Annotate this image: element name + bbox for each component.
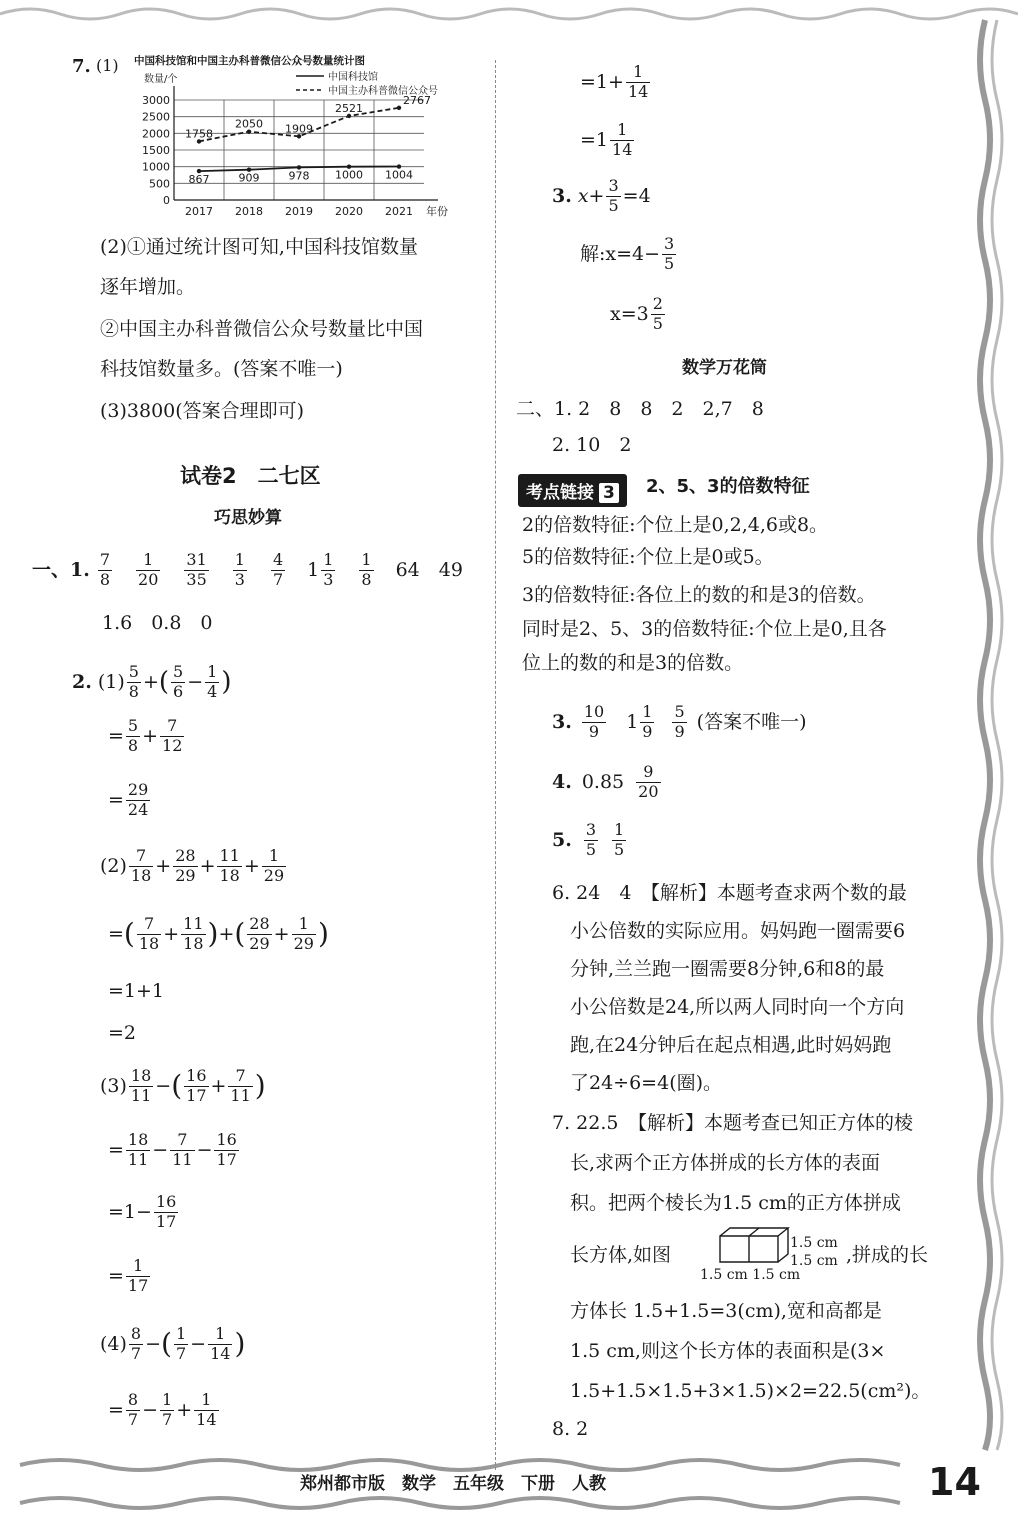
q2-3-line3: =1− $\frac{16}{17}$ (108, 1192, 177, 1231)
r7-line4a: 长方体,如图 (570, 1244, 672, 1266)
q2-2-line4: =2 (108, 1022, 137, 1044)
r7-line2: 长,求两个正方体拼成的长方体的表面 (570, 1152, 881, 1174)
q1-number: 一、1. (32, 558, 90, 581)
section-subtitle-2: 数学万花筒 (682, 358, 767, 378)
q3-answer: x=3 $\frac{2}{5}$ (610, 294, 663, 333)
section-subtitle-1: 巧思妙算 (214, 508, 282, 528)
page-number: 14 (928, 1460, 981, 1504)
knowledge-link-title: 2、5、3的倍数特征 (646, 476, 810, 497)
knowledge-link-badge: 考点链接 3 (518, 474, 627, 507)
data-label: 1000 (335, 168, 363, 182)
q7-number: 7. (72, 56, 91, 77)
r6-line3: 分钟,兰兰跑一圈需要8分钟,6和8的最 (570, 958, 885, 980)
q2-2-line3: =1+1 (108, 980, 165, 1002)
y-tick-label: 1000 (142, 160, 170, 174)
data-point (397, 106, 401, 110)
y-tick-label: 2500 (142, 110, 170, 124)
data-label: 978 (288, 169, 310, 183)
y-tick-label: 0 (163, 194, 170, 207)
q7-part2-line3: ②中国主办科普微信公众号数量比中国 (100, 318, 424, 340)
fraction: $\frac{1}{20}$ (138, 550, 159, 589)
q2-4-line2: = $\frac{8}{7}$ − $\frac{1}{7}$ + $\frac{1}{14}$ (108, 1390, 217, 1429)
q2-3-line1: (3) $\frac{18}{11}$ − ( $\frac{16}{17}$ + $\frac{7}{11}$ ) (100, 1066, 266, 1105)
q2-2-line1: (2) $\frac{7}{18}$ + $\frac{28}{29}$ + $\frac{11}{18}$ + $\frac{1}{29}$ (100, 846, 285, 885)
q2-1-line3: = $\frac{29}{24}$ (108, 780, 149, 819)
x-tick-label: 2018 (235, 205, 263, 218)
r6-line4: 小公倍数是24,所以两人同时向一个方向 (570, 996, 905, 1018)
x-axis-label: 年份 (426, 205, 448, 218)
r6-line2: 小公倍数的实际应用。妈妈跑一圈需要6 (570, 920, 906, 942)
r3-row: 3. $\frac{10}{9}$ 1 $\frac{1}{9}$ $\frac{5}{9}$ (答案不唯一) (552, 702, 807, 741)
y-tick-label: 1500 (142, 144, 170, 157)
q7-part2-line1: (2)①通过统计图可知,中国科技馆数量 (100, 236, 418, 258)
mixed-number: 1 $\frac{1}{3}$ (307, 550, 334, 589)
r7-line6: 1.5 cm,则这个长方体的表面积是(3× (570, 1340, 886, 1362)
column-divider (495, 60, 496, 1470)
r7-line3: 积。把两个棱长为1.5 cm的正方体拼成 (570, 1192, 901, 1214)
y-tick-label: 3000 (142, 94, 170, 107)
fraction: $\frac{31}{35}$ (186, 550, 207, 589)
y-tick-label: 500 (149, 177, 170, 191)
fraction: $\frac{7}{8}$ (99, 550, 111, 589)
r5-row: 5. $\frac{3}{5}$ $\frac{1}{5}$ (552, 820, 625, 859)
data-label: 1758 (185, 127, 213, 141)
kaleido-line1: 二、1. 2 8 8 2 2,7 8 (516, 398, 764, 420)
fraction: $\frac{1}{8}$ (361, 550, 372, 589)
r4-row: 4. 0.85 $\frac{9}{20}$ (552, 762, 659, 801)
q2-4-line1: (4) $\frac{8}{7}$ − ( $\frac{1}{7}$ − $\frac{1}{14}$ ) (100, 1324, 246, 1363)
q3-solution: 解:x=4− $\frac{3}{5}$ (580, 234, 675, 273)
data-label: 909 (238, 171, 260, 185)
rule-line-2: 5的倍数特征:个位上是0或5。 (522, 546, 774, 568)
cuboid-dim-right: 1.5 cm (790, 1253, 838, 1269)
footer-text: 郑州都市版 数学 五年级 下册 人教 (300, 1474, 606, 1494)
r7-line4b: ,拼成的长 (846, 1244, 929, 1266)
r7-line5: 方体长 1.5+1.5=3(cm),宽和高都是 (570, 1300, 882, 1322)
q2-1-line2: = $\frac{5}{8}$ + $\frac{7}{12}$ (108, 716, 183, 755)
rule-line-4: 同时是2、5、3的倍数特征:个位上是0,且各 (522, 618, 887, 640)
q2-3-line4: = $\frac{1}{17}$ (108, 1256, 149, 1295)
r8-line: 8. 2 (552, 1418, 589, 1440)
x-tick-label: 2019 (285, 205, 313, 218)
cuboid-dim-bottom: 1.5 cm 1.5 cm (700, 1267, 801, 1283)
cuboid-figure (716, 1224, 792, 1264)
legend-label: 中国主办科普微信公众号 (328, 86, 438, 97)
section-title: 试卷2 二七区 (180, 464, 321, 488)
rule-line-1: 2的倍数特征:个位上是0,2,4,6或8。 (522, 514, 829, 536)
q7-part2-line2: 逐年增加。 (100, 276, 196, 298)
line-chart (128, 54, 480, 220)
x-tick-label: 2021 (385, 205, 413, 218)
q2-1-line1: 2. (1) $\frac{5}{8}$ + ( $\frac{5}{6}$ − $\frac{1}{4}$ ) (72, 662, 232, 701)
fraction: $\frac{1}{3}$ (234, 550, 245, 589)
q1-line2: 1.6 0.8 0 (102, 612, 213, 634)
rule-line-5: 位上的数的和是3的倍数。 (522, 652, 744, 674)
cuboid-dim-top: 1.5 cm (790, 1235, 838, 1251)
r6-line5: 跑,在24分钟后在起点相遇,此时妈妈跑 (570, 1034, 892, 1056)
q7-part2-line4: 科技馆数量多。(答案不唯一) (100, 358, 343, 380)
q2-2-line2: = ( $\frac{7}{18}$ + $\frac{11}{18}$ ) + ( $\frac{28}{29}$ + $\frac{1}{29}$ ) (108, 914, 329, 953)
data-label: 1909 (285, 122, 313, 136)
fraction: $\frac{4}{7}$ (272, 550, 284, 589)
r-cont-line1: =1+ $\frac{1}{14}$ (580, 62, 649, 101)
data-label: 2767 (403, 93, 431, 107)
q7-part1-label: (1) (96, 56, 119, 75)
r6-line6: 了24÷6=4(圈)。 (570, 1072, 723, 1094)
q7-part3: (3)3800(答案合理即可) (100, 400, 305, 422)
chart-title: 中国科技馆和中国主办科普微信公众号数量统计图 (134, 55, 365, 67)
data-label: 2050 (235, 117, 263, 131)
data-label: 1004 (385, 168, 413, 182)
r7-line7: 1.5+1.5×1.5+3×1.5)×2=22.5(cm²)。 (570, 1380, 931, 1402)
r6-line1: 6. 24 4 【解析】本题考查求两个数的最 (552, 882, 907, 904)
q1-tail: 64 49 (395, 558, 463, 581)
legend-label: 中国科技馆 (328, 72, 378, 83)
r-cont-line2: =1 $\frac{1}{14}$ (580, 120, 633, 159)
data-label: 2521 (335, 101, 363, 115)
q1-row (32, 552, 463, 589)
y-axis-label: 数量/个 (144, 74, 178, 85)
kaleido-line2: 2. 10 2 (552, 434, 632, 456)
q2-3-line2: = $\frac{18}{11}$ − $\frac{7}{11}$ − $\frac{16}{17}$ (108, 1130, 237, 1169)
q3-equation: 3. x+ $\frac{3}{5}$ =4 (552, 176, 651, 215)
x-tick-label: 2020 (335, 205, 363, 218)
y-tick-label: 2000 (142, 127, 170, 141)
x-tick-label: 2017 (185, 205, 213, 218)
r7-line1: 7. 22.5 【解析】本题考查已知正方体的棱 (552, 1112, 913, 1134)
data-label: 867 (188, 173, 210, 187)
rule-line-3: 3的倍数特征:各位上的数的和是3的倍数。 (522, 584, 876, 606)
